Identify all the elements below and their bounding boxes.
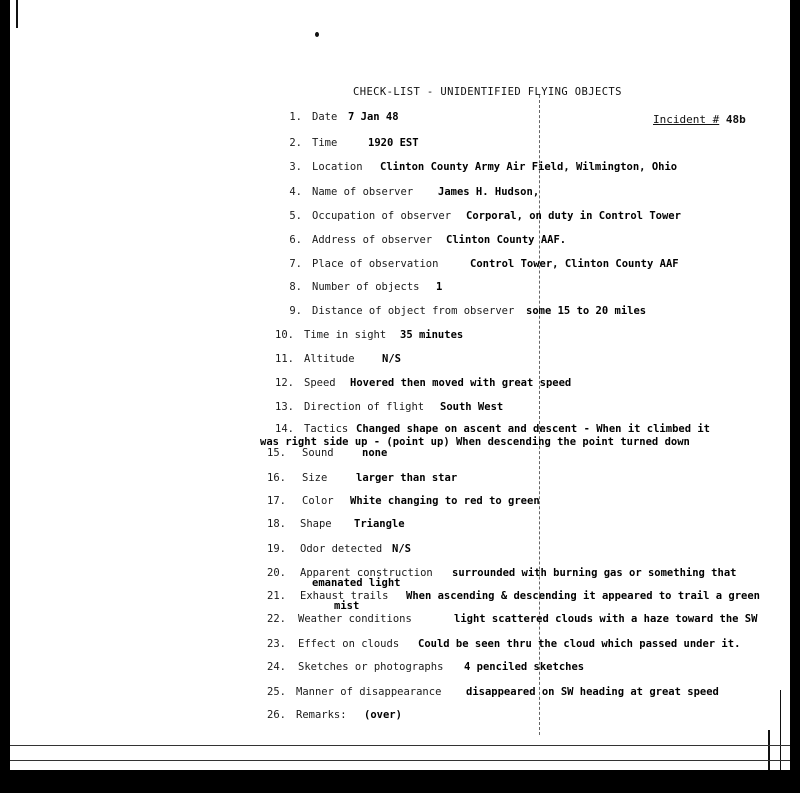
scan-line-bottom-2 [10, 760, 790, 761]
item-number: 4. [289, 186, 302, 198]
ink-speck [315, 32, 319, 37]
item-label: Tactics [304, 423, 349, 435]
item-label: Time in sight [304, 329, 387, 341]
item-value: disappeared on SW heading at great speed [466, 686, 719, 698]
item-label: Apparent construction [300, 567, 433, 579]
item-label: Exhaust trails [300, 590, 389, 602]
item-label: Time [312, 137, 338, 149]
item-label: Location [312, 161, 363, 173]
item-number: 7. [289, 258, 302, 270]
item-number: 13. [275, 401, 294, 413]
item-value: Could be seen thru the cloud which passed under it. [418, 638, 741, 650]
item-value: 7 Jan 48 [348, 111, 399, 123]
item-value: larger than star [356, 472, 458, 484]
item-value: (over) [364, 709, 402, 721]
item-value: White changing to red to green [350, 495, 540, 507]
item-label: Sketches or photographs [298, 661, 444, 673]
item-value: South West [440, 401, 504, 413]
item-number: 17. [267, 495, 286, 507]
item-value: Control Tower, Clinton County AAF [470, 258, 679, 270]
item-label: Sound [302, 447, 334, 459]
item-value: James H. Hudson, [438, 186, 540, 198]
item-label: Date [312, 111, 338, 123]
item-number: 3. [289, 161, 302, 173]
incident-number [653, 113, 746, 126]
page-title: CHECK-LIST - UNIDENTIFIED FLYING OBJECTS [353, 86, 622, 98]
item-value-continued: mist [334, 600, 360, 612]
item-number: 6. [289, 234, 302, 246]
item-label: Address of observer [312, 234, 433, 246]
item-number: 15. [267, 447, 286, 459]
item-number: 5. [289, 210, 302, 222]
item-label: Number of objects [312, 281, 420, 293]
item-value: 35 minutes [400, 329, 464, 341]
incident-label: Incident # [653, 113, 720, 126]
scan-edge-left [16, 0, 18, 28]
item-number: 25. [267, 686, 286, 698]
item-label: Weather conditions [298, 613, 412, 625]
item-number: 21. [267, 590, 286, 602]
item-value: Clinton County AAF. [446, 234, 567, 246]
item-value: Corporal, on duty in Control Tower [466, 210, 681, 222]
item-number: 2. [289, 137, 302, 149]
item-label: Size [302, 472, 328, 484]
item-label: Direction of flight [304, 401, 425, 413]
item-number: 9. [289, 305, 302, 317]
item-value-continued: was right side up - (point up) When descending the point turned down [260, 436, 690, 448]
item-number: 20. [267, 567, 286, 579]
incident-value: 48b [725, 113, 746, 126]
item-number: 12. [275, 377, 294, 389]
scan-edge-right [768, 730, 770, 770]
item-number: 14. [275, 423, 294, 435]
item-label: Manner of disappearance [296, 686, 442, 698]
item-number: 19. [267, 543, 286, 555]
item-label: Speed [304, 377, 336, 389]
item-number: 1. [289, 111, 302, 123]
item-label: Distance of object from observer [312, 305, 515, 317]
item-value: surrounded with burning gas or something that [452, 567, 737, 579]
document-page [10, 0, 790, 770]
item-value: Triangle [354, 518, 405, 530]
item-number: 22. [267, 613, 286, 625]
item-value: 1920 EST [368, 137, 419, 149]
item-number: 11. [275, 353, 294, 365]
item-value: N/S [382, 353, 401, 365]
item-label: Odor detected [300, 543, 383, 555]
item-value: Changed shape on ascent and descent - When it climbed it [356, 423, 711, 435]
item-number: 18. [267, 518, 286, 530]
item-number: 8. [289, 281, 302, 293]
item-number: 10. [275, 329, 294, 341]
item-label: Name of observer [312, 186, 414, 198]
scan-edge-right-2 [780, 690, 781, 770]
item-value: 1 [436, 281, 443, 293]
item-value: Clinton County Army Air Field, Wilmington, Ohio [380, 161, 678, 173]
item-label: Occupation of observer [312, 210, 452, 222]
item-label: Effect on clouds [298, 638, 400, 650]
item-number: 26. [267, 709, 286, 721]
item-number: 16. [267, 472, 286, 484]
item-label: Place of observation [312, 258, 439, 270]
item-value: 4 penciled sketches [464, 661, 585, 673]
item-value: some 15 to 20 miles [526, 305, 647, 317]
item-label: Altitude [304, 353, 355, 365]
scan-line-bottom [10, 745, 790, 746]
item-value: none [362, 447, 388, 459]
item-value: N/S [392, 543, 411, 555]
item-label: Shape [300, 518, 332, 530]
item-value: Hovered then moved with great speed [350, 377, 572, 389]
item-value: light scattered clouds with a haze toward the SW [454, 613, 758, 625]
item-number: 23. [267, 638, 286, 650]
item-label: Remarks: [296, 709, 347, 721]
item-value: When ascending & descending it appeared to trail a green [406, 590, 761, 602]
item-label: Color [302, 495, 334, 507]
item-number: 24. [267, 661, 286, 673]
item-value-continued: emanated light [312, 577, 401, 589]
